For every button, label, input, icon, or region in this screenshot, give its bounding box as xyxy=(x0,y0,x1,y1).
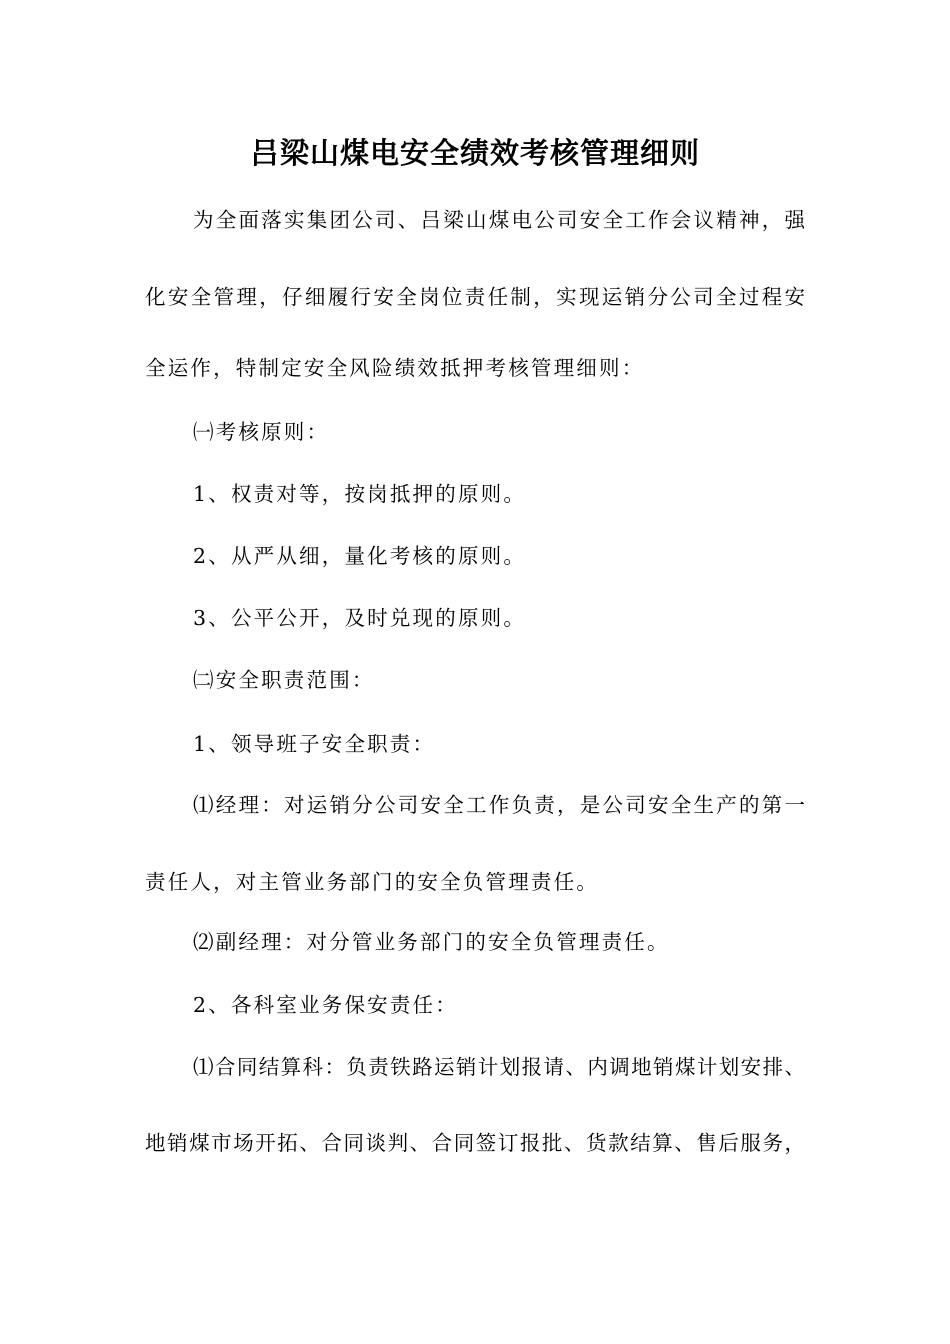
paragraph-line: 化安全管理，仔细履行安全岗位责任制，实现运销分公司全过程安 xyxy=(145,285,805,309)
section-heading: ㈠考核原则： xyxy=(193,420,330,444)
paragraph-line: 责任人，对主管业务部门的安全负管理责任。 xyxy=(145,870,599,894)
list-item: 3、公平公开，及时兑现的原则。 xyxy=(193,606,527,630)
paragraph-line: ⑴经理：对运销分公司安全工作负责，是公司安全生产的第一 xyxy=(193,793,805,817)
list-item: 1、权责对等，按岗抵押的原则。 xyxy=(193,482,527,506)
paragraph-line: 地销煤市场开拓、合同谈判、合同签订报批、货款结算、售后服务， xyxy=(145,1131,805,1155)
list-item: 1、领导班子安全职责： xyxy=(193,732,436,756)
list-item: 2、各科室业务保安责任： xyxy=(193,993,458,1017)
section-heading: ㈡安全职责范围： xyxy=(193,668,375,692)
list-item: 2、从严从细，量化考核的原则。 xyxy=(193,544,527,568)
paragraph-line: ⑴合同结算科：负责铁路运销计划报请、内调地销煤计划安排、 xyxy=(193,1055,805,1079)
paragraph-line: 全运作，特制定安全风险绩效抵押考核管理细则： xyxy=(145,356,645,380)
list-item: ⑵副经理：对分管业务部门的安全负管理责任。 xyxy=(193,930,670,954)
document-title: 吕梁山煤电安全绩效考核管理细则 xyxy=(249,136,700,170)
paragraph-line: 为全面落实集团公司、吕梁山煤电公司安全工作会议精神，强 xyxy=(193,208,805,232)
